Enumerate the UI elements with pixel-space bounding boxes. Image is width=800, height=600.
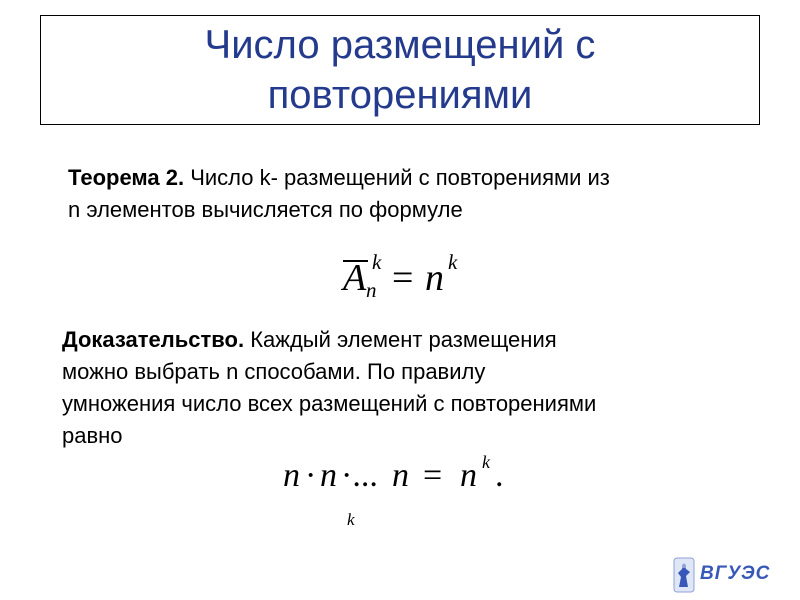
- theorem-line: n элементов вычисляется по формуле: [68, 197, 463, 222]
- underbrace-label: k: [347, 510, 355, 529]
- proof-paragraph: [62, 324, 596, 452]
- product-dot: ·: [305, 457, 317, 494]
- product-ellipsis: ·...: [341, 457, 378, 494]
- product-equals: =: [423, 457, 443, 494]
- theorem-line: [68, 162, 610, 194]
- formula-arrangements-with-repetition: [330, 248, 480, 308]
- product-rhs-base: n: [460, 457, 477, 494]
- title-box: [40, 15, 760, 125]
- slide-title: [205, 20, 596, 120]
- formula-product: [275, 452, 535, 537]
- formula-rhs-base: n: [425, 257, 444, 299]
- proof-label: Доказательство.: [62, 327, 245, 352]
- formula-equals: =: [392, 257, 414, 299]
- product-term: n: [392, 457, 409, 494]
- logo-text: ВГУЭС: [700, 563, 771, 584]
- formula-superscript: k: [372, 250, 382, 274]
- title-line: повторениями: [267, 73, 533, 117]
- product-rhs-superscript: k: [482, 452, 490, 472]
- formula-subscript: n: [366, 278, 377, 302]
- formula-symbol: A: [343, 257, 367, 299]
- proof-line: можно выбрать n способами. По правилу: [62, 359, 486, 384]
- proof-line: умножения число всех размещений с повторениями: [62, 391, 597, 416]
- emblem-icon: [672, 557, 696, 593]
- product-term: n: [320, 457, 337, 494]
- theorem-label: Теорема 2.: [68, 165, 185, 190]
- formula-rhs-superscript: k: [448, 250, 458, 274]
- product-period: .: [495, 457, 504, 494]
- proof-line: [62, 324, 596, 356]
- theorem-text: Число k- размещений с повторениями из: [184, 165, 610, 190]
- title-line: Число размещений с: [204, 23, 596, 67]
- university-logo: [672, 557, 772, 593]
- theorem-paragraph: [68, 162, 610, 226]
- proof-line: равно: [62, 423, 123, 448]
- proof-text: Каждый элемент размещения: [244, 327, 557, 352]
- product-term: n: [283, 457, 300, 494]
